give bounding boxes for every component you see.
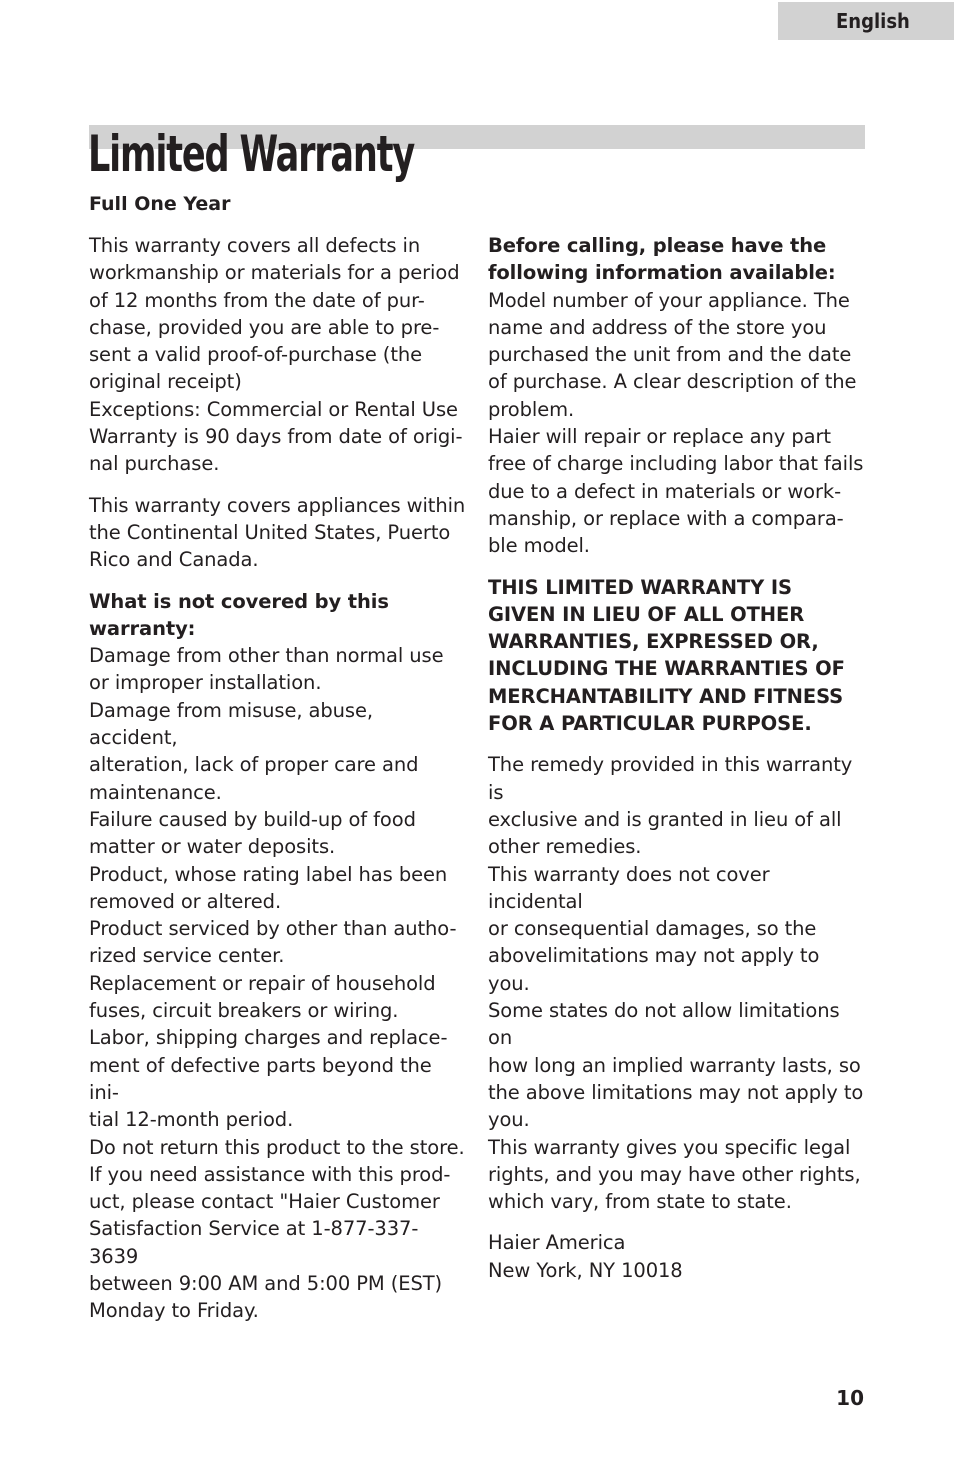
text-line: If you need assistance with this prod-	[89, 1162, 451, 1186]
not-covered-heading	[89, 588, 467, 643]
text-line: alteration, lack of proper care and	[89, 753, 419, 777]
text-line: sent a valid proof-of-purchase (the	[89, 343, 423, 367]
text-line: Haier America	[488, 1231, 626, 1255]
text-line: how long an implied warranty lasts, so	[488, 1053, 861, 1077]
text-line: warranty:	[89, 616, 196, 640]
text-line: Some states do not allow limitations on	[488, 999, 840, 1050]
language-tab: English	[778, 2, 954, 40]
text-line: Damage from other than normal use	[89, 644, 444, 668]
text-line: INCLUDING THE WARRANTIES OF	[488, 657, 845, 681]
disclaimer-paragraph	[488, 574, 866, 738]
text-line: free of charge including labor that fails	[488, 452, 864, 476]
text-line: problem.	[488, 397, 575, 421]
before-calling-body	[488, 287, 866, 560]
text-line: the above limitations may not apply to	[488, 1080, 864, 1104]
not-covered-list	[89, 642, 467, 1324]
text-line: This warranty covers all defects in	[89, 234, 421, 257]
territory-paragraph	[89, 492, 467, 574]
text-line: Before calling, please have the	[488, 234, 827, 257]
text-line: purchased the unit from and the date	[488, 343, 852, 367]
page-number: 10	[836, 1386, 864, 1410]
text-line: THIS LIMITED WARRANTY IS	[488, 575, 792, 599]
text-line: exclusive and is granted in lieu of all	[488, 807, 842, 831]
right-column	[488, 232, 866, 1298]
text-line: MERCHANTABILITY AND FITNESS	[488, 684, 844, 708]
text-line: Labor, shipping charges and replace-	[89, 1026, 448, 1050]
text-line: Exceptions: Commercial or Rental Use	[89, 397, 458, 421]
text-line: uct, please contact "Haier Customer	[89, 1190, 440, 1214]
text-line: removed or altered.	[89, 889, 282, 913]
text-line: Damage from misuse, abuse, accident,	[89, 698, 373, 750]
text-line: other remedies.	[488, 835, 642, 859]
text-line: Rico and Canada.	[89, 548, 259, 572]
text-line: Product serviced by other than autho-	[89, 917, 457, 941]
text-line: Satisfaction Service at 1-877-337-3639	[89, 1217, 419, 1268]
text-line: rized service center.	[89, 944, 285, 968]
text-line: Do not return this product to the store.	[89, 1135, 465, 1159]
text-line: matter or water deposits.	[89, 835, 336, 859]
text-line: of purchase. A clear description of the	[488, 370, 857, 394]
text-line: This warranty covers appliances within	[89, 493, 466, 517]
text-line: fuses, circuit breakers or wiring.	[89, 999, 399, 1023]
text-line: FOR A PARTICULAR PURPOSE.	[488, 712, 812, 736]
coverage-paragraph	[89, 232, 467, 478]
text-line: New York, NY 10018	[488, 1258, 683, 1282]
text-line: Failure caused by build-up of food	[89, 807, 416, 831]
not-covered-section	[89, 588, 467, 1325]
text-line: Haier will repair or replace any part	[488, 425, 831, 449]
text-line: chase, provided you are able to pre-	[89, 315, 440, 339]
text-line: the Continental United States, Puerto	[89, 520, 451, 544]
before-calling-heading	[488, 232, 866, 287]
text-line: you.	[488, 1108, 530, 1132]
text-line: ment of defective parts beyond the ini-	[89, 1053, 432, 1104]
text-line: nal purchase.	[89, 452, 220, 476]
remedy-paragraph	[488, 751, 866, 1215]
warranty-period-heading: Full One Year	[89, 193, 231, 215]
text-line: maintenance.	[89, 780, 222, 804]
text-line: which vary, from state to state.	[488, 1190, 792, 1214]
text-line: This warranty does not cover incidental	[488, 862, 770, 913]
text-line: Replacement or repair of household	[89, 971, 436, 995]
text-line: manship, or replace with a compara-	[488, 506, 844, 530]
text-line: This warranty gives you specific legal	[488, 1135, 851, 1159]
text-line: abovelimitations may not apply to you.	[488, 944, 820, 995]
text-line: rights, and you may have other rights,	[488, 1162, 861, 1186]
text-line: original receipt)	[89, 370, 242, 394]
text-line: Model number of your appliance. The	[488, 288, 850, 312]
text-line: workmanship or materials for a period	[89, 261, 460, 285]
text-line: following information available:	[488, 261, 836, 285]
text-line: or improper installation.	[89, 671, 322, 695]
text-line: due to a defect in materials or work-	[488, 479, 842, 503]
text-line: of 12 months from the date of pur-	[89, 288, 425, 312]
text-line: GIVEN IN LIEU OF ALL OTHER	[488, 602, 805, 626]
left-column	[89, 232, 467, 1339]
text-line: name and address of the store you	[488, 315, 827, 339]
text-line: tial 12-month period.	[89, 1108, 294, 1132]
text-line: What is not covered by this	[89, 589, 389, 613]
company-address	[488, 1229, 866, 1284]
text-line: or consequential damages, so the	[488, 917, 817, 941]
before-calling-section	[488, 232, 866, 560]
text-line: between 9:00 AM and 5:00 PM (EST)	[89, 1271, 443, 1295]
page-title: Limited Warranty	[88, 125, 415, 183]
text-line: Product, whose rating label has been	[89, 862, 448, 886]
text-line: Monday to Friday.	[89, 1299, 259, 1323]
text-line: WARRANTIES, EXPRESSED OR,	[488, 630, 819, 654]
text-line: The remedy provided in this warranty is	[488, 753, 853, 804]
text-line: ble model.	[488, 534, 590, 558]
text-line: Warranty is 90 days from date of origi-	[89, 425, 463, 449]
